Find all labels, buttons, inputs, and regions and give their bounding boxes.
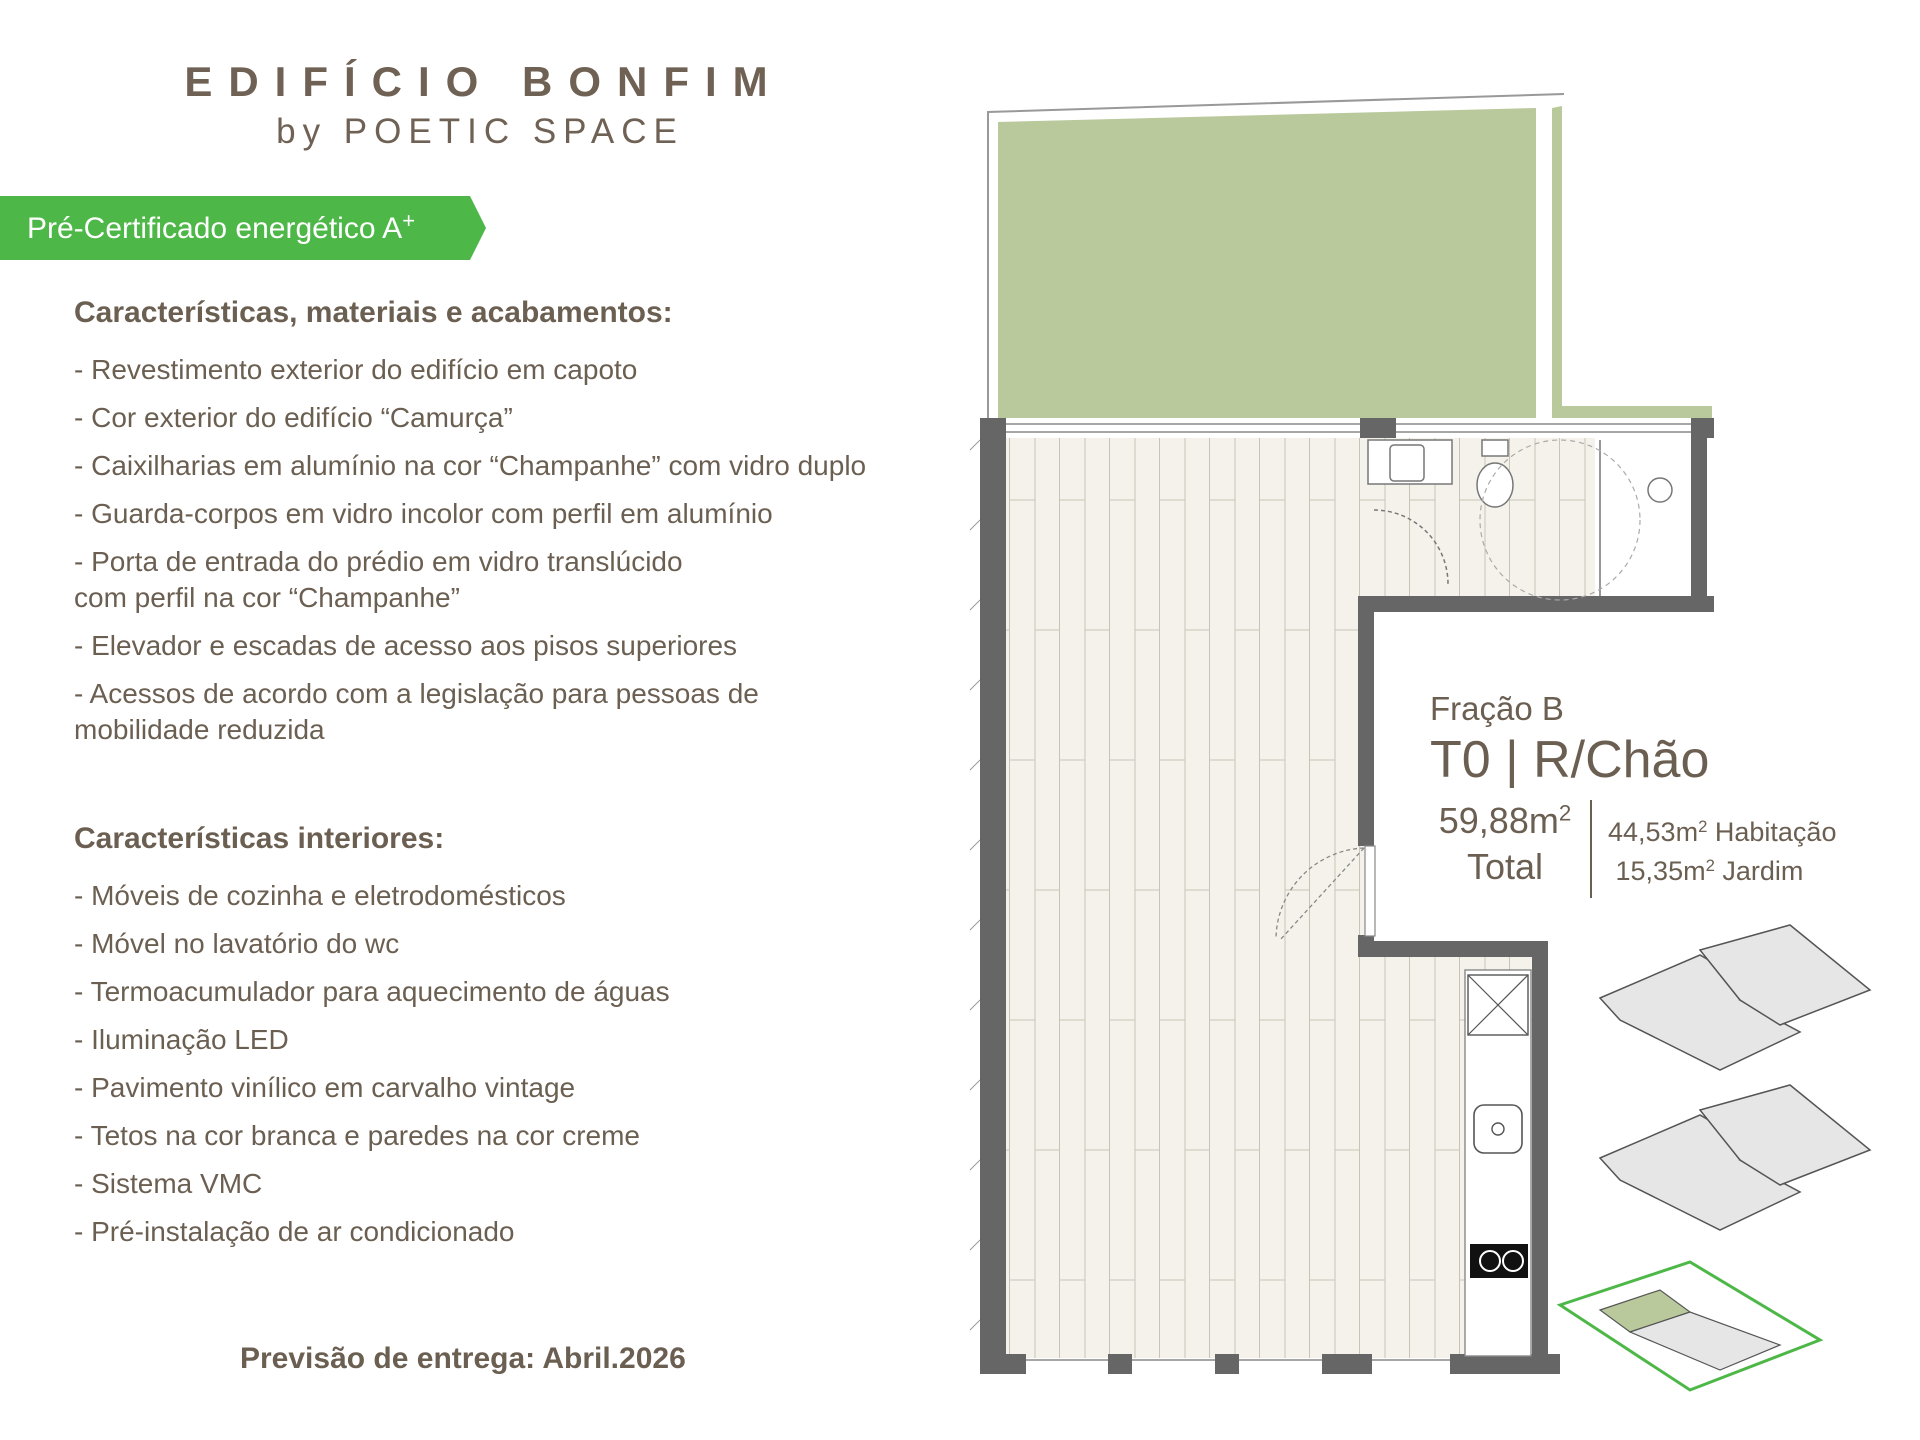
exterior-ticks (970, 440, 980, 1330)
area-summary (1430, 800, 1900, 900)
area-breakdown (1608, 810, 1836, 888)
list-item: - Móvel no lavatório do wc (74, 928, 400, 959)
habitation-area: $44,53m^2$ Habitação (1608, 817, 1837, 848)
list-item: - Guarda-corpos em vidro incolor com perfil em alumínio (74, 498, 773, 529)
features-title: Características, materiais e acabamentos: (74, 296, 673, 329)
list-item: - Pré-instalação de ar condicionado (74, 1216, 515, 1247)
total-area (1430, 800, 1580, 888)
key-plan-level-2 (1600, 925, 1870, 1070)
list-item: - Pavimento vinílico em carvalho vintage (74, 1072, 576, 1103)
list-item: - Elevador e escadas de acesso aos pisos superiores (74, 630, 738, 661)
list-item: - Acessos de acordo com a legislação para pessoas de mobilidade reduzida (74, 678, 759, 745)
total-area-label: Total (1466, 846, 1544, 887)
total-area-unit-sup: 2 (1558, 800, 1572, 826)
kitchen-counter (1465, 970, 1531, 1356)
total-area-value: 59,88m (1438, 800, 1559, 841)
energy-certificate-banner (0, 196, 486, 260)
header (0, 58, 960, 152)
list-item: - Porta de entrada do prédio em vidro translúcido com perfil na cor “Champanhe” (74, 546, 683, 613)
interior-section (74, 822, 954, 1262)
unit-fraction: Fração B (1430, 690, 1564, 727)
living-floor (1005, 438, 1365, 1358)
list-item: - Cor exterior do edifício “Camurça” (74, 402, 513, 433)
list-item: - Tetos na cor branca e paredes na cor creme (74, 1120, 641, 1151)
list-item: - Móveis de cozinha e eletrodomésticos (74, 880, 566, 911)
features-section (74, 296, 954, 760)
unit-type: T0 | R/Chão (1430, 731, 1710, 789)
list-item: - Iluminação LED (74, 1024, 289, 1055)
features-list (74, 352, 954, 748)
list-item: - Termoacumulador para aquecimento de águas (74, 976, 670, 1007)
certificate-grade-sup: + (402, 208, 416, 233)
delivery-date: Previsão de entrega: Abril.2026 (240, 1342, 686, 1375)
key-plan-ground-highlight (1560, 1262, 1820, 1390)
garden-area (988, 94, 1712, 418)
list-item: - Revestimento exterior do edifício em capoto (74, 354, 638, 385)
unit-label (1430, 690, 1709, 790)
interior-title: Características interiores: (74, 822, 445, 855)
certificate-label: Pré-Certificado energético A+ (27, 208, 416, 245)
garden-area-text: $15,35m^2$ Jardim (1615, 856, 1804, 887)
list-item: - Sistema VMC (74, 1168, 263, 1199)
brand-title: EDIFÍCIO BONFIM (184, 58, 784, 105)
key-plan-level-1 (1600, 1085, 1870, 1230)
list-item: - Caixilharias em alumínio na cor “Champanhe” com vidro duplo (74, 450, 867, 481)
area-divider (1590, 800, 1592, 898)
interior-list (74, 878, 954, 1250)
door-frame (1365, 846, 1375, 936)
brand-subtitle: by POETIC SPACE (276, 112, 684, 151)
